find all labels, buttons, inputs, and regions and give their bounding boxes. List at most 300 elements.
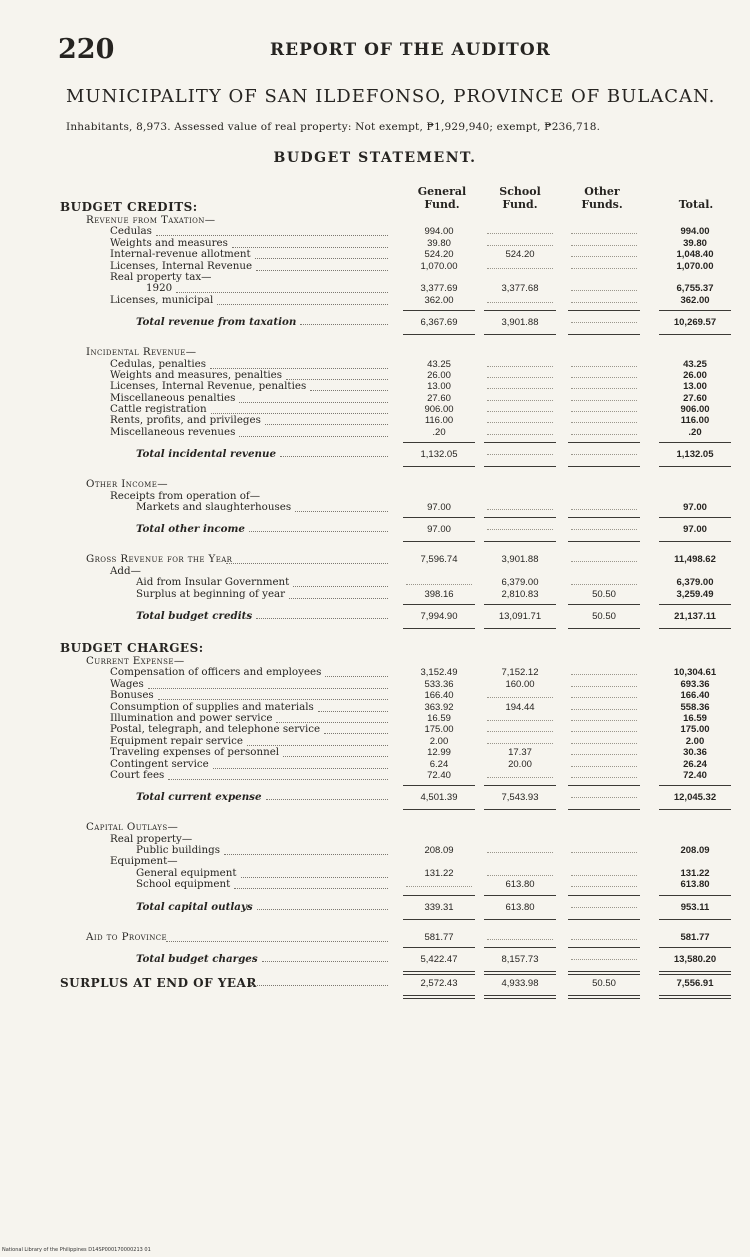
rule-line: [659, 895, 731, 896]
cell-general: 97.00: [427, 524, 451, 536]
table-rule: [0, 891, 750, 900]
cell-total: 6,379.00: [676, 577, 714, 589]
empty-cell-other: [571, 529, 637, 530]
total-row: [0, 522, 750, 537]
row-label: Rents, profits, and privileges: [110, 414, 261, 427]
dot-leader: [324, 733, 388, 734]
rule-line: [659, 334, 731, 335]
cell-total: 10,304.61: [673, 667, 717, 679]
rule-line: [568, 334, 640, 335]
cell-school: 7,152.12: [501, 667, 539, 679]
cell-total: 26.00: [683, 369, 707, 381]
cell-general: 166.40: [424, 690, 454, 702]
row-label: Consumption of supplies and materials: [110, 700, 314, 713]
dot-leader: [224, 854, 388, 855]
rule-line: [484, 334, 556, 335]
empty-cell-school: [487, 302, 553, 303]
cell-school: 160.00: [505, 678, 535, 690]
dot-leader: [325, 676, 388, 677]
table-row: [0, 690, 750, 701]
rule-line: [568, 971, 640, 975]
row-label: Current Expense—: [86, 654, 185, 667]
empty-cell-school: [487, 388, 553, 389]
rule-line: [484, 310, 556, 311]
rule-line: [403, 442, 475, 443]
cell-general: 3,152.49: [420, 667, 458, 679]
table-row: [0, 770, 750, 781]
row-label: Licenses, Internal Revenue, penalties: [110, 380, 307, 393]
rule-line: [484, 628, 556, 629]
rule-line: [568, 947, 640, 948]
rule-line: [403, 919, 475, 920]
cell-general: 6,367.69: [420, 317, 458, 329]
cell-total: 39.80: [683, 237, 707, 249]
dot-leader: [257, 909, 388, 910]
cell-school: 20.00: [508, 758, 532, 770]
table-row: [0, 868, 750, 879]
table-row: [0, 566, 750, 577]
table-row: [0, 856, 750, 867]
empty-cell-school: [487, 411, 553, 412]
cell-total: 994.00: [680, 226, 710, 238]
empty-cell-other: [571, 561, 637, 562]
cell-general: 524.20: [424, 249, 454, 261]
dot-leader: [265, 424, 388, 425]
row-label: Miscellaneous revenues: [110, 425, 236, 438]
empty-cell-other: [571, 509, 637, 510]
row-label: Illumination and power service: [110, 711, 273, 724]
cell-general: 131.22: [424, 867, 454, 879]
rule-line: [403, 541, 475, 542]
rule-line: [568, 809, 640, 810]
row-label: General equipment: [136, 866, 237, 879]
row-label: Traveling expenses of personnel: [110, 746, 280, 759]
cell-total: 1,070.00: [676, 260, 714, 272]
rule-line: [403, 310, 475, 311]
cell-total: 11,498.62: [674, 554, 716, 566]
rule-line: [568, 541, 640, 542]
dot-leader: [226, 563, 388, 564]
empty-cell-other: [571, 322, 637, 323]
page-header: [0, 34, 750, 64]
empty-cell-other: [571, 411, 637, 412]
cell-school: 524.20: [505, 249, 535, 261]
rule-line: [568, 604, 640, 605]
row-label: Total revenue from taxation: [136, 316, 297, 329]
empty-cell-school: [487, 720, 553, 721]
total-row: [0, 609, 750, 624]
cell-total: 558.36: [680, 701, 710, 713]
cell-total: 208.09: [680, 845, 710, 857]
empty-cell-other: [571, 686, 637, 687]
cell-school: 3,901.88: [501, 317, 539, 329]
dot-leader: [280, 456, 388, 457]
total-row: [0, 790, 750, 805]
rule-line: [659, 785, 731, 786]
dot-leader: [262, 961, 388, 962]
row-label: Aid to Province: [86, 930, 167, 943]
empty-cell-other: [571, 268, 637, 269]
table-rule: [0, 624, 750, 633]
rule-line: [484, 919, 556, 920]
row-label: Total incidental revenue: [136, 448, 277, 461]
dot-leader: [239, 402, 388, 403]
table-row: [0, 577, 750, 588]
rule-line: [403, 785, 475, 786]
table-row: [0, 502, 750, 513]
row-label: Real property tax—: [110, 270, 212, 283]
rule-line: [568, 466, 640, 467]
table-row: [0, 427, 750, 438]
row-label: SURPLUS AT END OF YEAR: [60, 976, 257, 991]
dot-leader: [295, 511, 388, 512]
rule-line: [659, 919, 731, 920]
dot-leader: [241, 877, 388, 878]
empty-cell-other: [571, 797, 637, 798]
cell-general: 208.09: [424, 845, 454, 857]
rule-line: [568, 785, 640, 786]
cell-total: 27.60: [683, 392, 707, 404]
rule-line: [568, 517, 640, 518]
row-label: Equipment—: [110, 855, 178, 868]
cell-total: .20: [688, 426, 702, 438]
dot-leader: [266, 799, 388, 800]
table-row: [0, 834, 750, 845]
cell-other: 50.50: [592, 588, 616, 600]
rule-line: [659, 517, 731, 518]
cell-total: 1,048.40: [676, 249, 714, 261]
cell-general: 97.00: [427, 502, 451, 514]
row-label: Receipts from operation of—: [110, 489, 261, 502]
row-label: Wages: [110, 677, 144, 690]
empty-cell-school: [487, 777, 553, 778]
row-label: 1920: [146, 282, 173, 295]
cell-total: 362.00: [680, 294, 710, 306]
dot-leader: [293, 586, 388, 587]
cell-school: 613.80: [505, 901, 535, 913]
table-rule: [0, 330, 750, 339]
cell-total: 116.00: [680, 415, 710, 427]
row-label: Cedulas: [110, 225, 152, 238]
empty-cell-other: [571, 400, 637, 401]
rule-line: [659, 310, 731, 311]
cell-total: 13,580.20: [673, 954, 717, 966]
rule-line: [484, 785, 556, 786]
empty-cell-school: [487, 939, 553, 940]
empty-cell-school: [487, 529, 553, 530]
row-label: Capital Outlays—: [86, 821, 179, 834]
rule-line: [568, 442, 640, 443]
rule-line: [659, 628, 731, 629]
cell-general: 13.00: [427, 381, 451, 393]
row-label: Markets and slaughterhouses: [136, 501, 292, 514]
cell-school: 13,091.71: [498, 610, 542, 622]
cell-total: 30.36: [683, 747, 707, 759]
dot-leader: [232, 247, 388, 248]
empty-cell-school: [487, 366, 553, 367]
row-label: Revenue from Taxation—: [86, 214, 216, 226]
row-label: Bonuses: [110, 689, 154, 702]
rule-line: [659, 541, 731, 542]
table-rule: [0, 537, 750, 546]
row-label: Add—: [110, 564, 141, 577]
cell-total: 693.36: [680, 678, 710, 690]
row-label: Weights and measures: [110, 236, 228, 249]
cell-total: 72.40: [683, 769, 707, 781]
cell-total: 7,556.91: [676, 978, 714, 990]
cell-total: 97.00: [683, 502, 707, 514]
table-rule: [0, 781, 750, 790]
cell-school: 7,543.93: [501, 792, 539, 804]
empty-cell-other: [571, 584, 637, 585]
cell-total: 906.00: [680, 404, 710, 416]
rule-line: [403, 604, 475, 605]
empty-cell-school: [487, 454, 553, 455]
dot-leader: [234, 888, 388, 889]
cell-general: 6.24: [429, 758, 449, 770]
cell-school: 8,157.73: [501, 954, 539, 966]
cell-school: 194.44: [505, 701, 535, 713]
dot-leader: [283, 756, 388, 757]
rule-line: [484, 604, 556, 605]
total-row: [0, 447, 750, 462]
empty-cell-other: [571, 454, 637, 455]
dot-leader: [166, 941, 388, 942]
empty-cell-general: [406, 584, 472, 585]
cell-general: 7,596.74: [420, 554, 458, 566]
empty-cell-other: [571, 886, 637, 887]
page-number: 220: [58, 34, 115, 65]
empty-cell-other: [571, 720, 637, 721]
cell-total: 12,045.32: [673, 792, 717, 804]
total-row: [0, 900, 750, 915]
cell-general: 39.80: [427, 237, 451, 249]
empty-cell-school: [487, 743, 553, 744]
empty-cell-school: [487, 245, 553, 246]
rule-line: [659, 466, 731, 467]
empty-cell-school: [487, 377, 553, 378]
rule-line: [659, 442, 731, 443]
row-label: Incidental Revenue—: [86, 346, 197, 359]
cell-other: 50.50: [592, 610, 616, 622]
section-heading-row: [0, 200, 750, 215]
table-rule: [0, 513, 750, 522]
rule-line: [484, 995, 556, 999]
cell-total: 953.11: [680, 901, 710, 913]
rule-line: [403, 809, 475, 810]
empty-cell-other: [571, 256, 637, 257]
cell-total: 1,132.05: [676, 449, 714, 461]
empty-cell-school: [487, 268, 553, 269]
cell-general: 1,070.00: [420, 260, 458, 272]
rule-line: [403, 628, 475, 629]
empty-cell-other: [571, 777, 637, 778]
cell-general: 4,501.39: [420, 792, 458, 804]
empty-cell-school: [487, 509, 553, 510]
cell-school: 4,933.98: [501, 978, 539, 990]
rule-line: [484, 809, 556, 810]
empty-cell-school: [487, 731, 553, 732]
table-rule: [0, 600, 750, 609]
row-label: Court fees: [110, 768, 165, 781]
empty-cell-other: [571, 754, 637, 755]
cell-general: 26.00: [427, 369, 451, 381]
row-label: BUDGET CREDITS:: [60, 200, 198, 214]
document-title: MUNICIPALITY OF SAN ILDEFONSO, PROVINCE OF BULACAN.: [66, 86, 716, 107]
statement-heading: BUDGET STATEMENT.: [273, 150, 477, 166]
cell-general: 43.25: [427, 358, 451, 370]
cell-total: 43.25: [683, 358, 707, 370]
budget-table: [0, 200, 750, 1000]
empty-cell-other: [571, 939, 637, 940]
empty-cell-other: [571, 709, 637, 710]
empty-cell-other: [571, 674, 637, 675]
rule-line: [403, 971, 475, 975]
empty-cell-other: [571, 302, 637, 303]
cell-general: 7,994.90: [420, 610, 458, 622]
dot-leader: [217, 304, 388, 305]
rule-line: [403, 947, 475, 948]
rule-line: [484, 971, 556, 975]
dot-leader: [256, 270, 388, 271]
cell-general: 16.59: [427, 712, 451, 724]
cell-total: 6,755.37: [676, 283, 714, 295]
table-row: [0, 295, 750, 306]
rule-line: [484, 895, 556, 896]
table-spacer: [0, 633, 750, 641]
dot-leader: [168, 779, 388, 780]
empty-cell-school: [487, 852, 553, 853]
cell-general: 994.00: [424, 226, 454, 238]
cell-general: 175.00: [424, 724, 454, 736]
row-label: School equipment: [136, 878, 231, 891]
empty-cell-school: [487, 697, 553, 698]
empty-cell-other: [571, 245, 637, 246]
empty-cell-other: [571, 697, 637, 698]
dot-leader: [318, 711, 388, 712]
rule-line: [659, 971, 731, 975]
table-rule: [0, 462, 750, 471]
rule-line: [568, 628, 640, 629]
cell-school: 17.37: [508, 747, 532, 759]
cell-school: 2,810.83: [501, 588, 539, 600]
rule-line: [403, 995, 475, 999]
empty-cell-other: [571, 907, 637, 908]
dot-leader: [250, 985, 388, 986]
dot-leader: [249, 531, 388, 532]
row-label: Postal, telegraph, and telephone service: [110, 723, 321, 736]
cell-general: 3,377.69: [420, 283, 458, 295]
table-rule: [0, 438, 750, 447]
table-rule: [0, 991, 750, 1000]
running-head: REPORT OF THE AUDITOR: [270, 40, 551, 60]
empty-cell-other: [571, 422, 637, 423]
cell-total: 16.59: [683, 712, 707, 724]
row-label: Weights and measures, penalties: [110, 368, 282, 381]
table-rule: [0, 943, 750, 952]
document-subtitle: Inhabitants, 8,973. Assessed value of real property: Not exempt, ₱1,929,940; exempt, ₱236,718.: [66, 121, 601, 133]
row-label: Public buildings: [136, 844, 220, 857]
row-label: Internal-revenue allotment: [110, 248, 251, 261]
rule-line: [568, 919, 640, 920]
empty-cell-other: [571, 731, 637, 732]
row-label: BUDGET CHARGES:: [60, 640, 204, 655]
cell-general: 72.40: [427, 769, 451, 781]
empty-cell-other: [571, 875, 637, 876]
cell-total: 166.40: [680, 690, 710, 702]
empty-cell-other: [571, 366, 637, 367]
cell-total: 613.80: [680, 879, 710, 891]
row-label: Total capital outlays: [136, 900, 253, 913]
row-label: Real property—: [110, 832, 193, 845]
rule-line: [484, 947, 556, 948]
cell-total: 97.00: [683, 524, 707, 536]
row-label: Licenses, municipal: [110, 293, 214, 306]
cell-total: 21,137.11: [674, 610, 716, 622]
dot-leader: [239, 436, 388, 437]
rule-line: [659, 947, 731, 948]
table-rule: [0, 967, 750, 976]
empty-cell-school: [487, 233, 553, 234]
cell-school: 613.80: [505, 879, 535, 891]
empty-cell-other: [571, 766, 637, 767]
total-row: [0, 952, 750, 967]
cell-general: 116.00: [424, 415, 454, 427]
dot-leader: [213, 768, 388, 769]
row-label: Contingent service: [110, 757, 209, 770]
row-label: Miscellaneous penalties: [110, 391, 236, 404]
row-label: Total budget charges: [136, 953, 258, 966]
dot-leader: [256, 618, 388, 619]
dot-leader: [310, 390, 388, 391]
cell-other: 50.50: [592, 978, 616, 990]
rule-line: [403, 895, 475, 896]
table-row: [0, 589, 750, 600]
row-label: Surplus at beginning of year: [136, 587, 286, 600]
table-row: [0, 491, 750, 502]
cell-general: .20: [432, 426, 446, 438]
empty-cell-general: [406, 886, 472, 887]
rule-line: [403, 466, 475, 467]
empty-cell-other: [571, 743, 637, 744]
row-label: Gross Revenue for the Year: [86, 553, 233, 566]
cell-total: 175.00: [680, 724, 710, 736]
cell-general: 339.31: [424, 901, 454, 913]
empty-cell-school: [487, 400, 553, 401]
table-rule: [0, 306, 750, 315]
column-header-other: Other Funds.: [581, 185, 623, 211]
table-row: [0, 381, 750, 392]
rule-line: [484, 541, 556, 542]
total-row: [0, 315, 750, 330]
cell-total: 10,269.57: [673, 317, 717, 329]
rule-line: [568, 310, 640, 311]
cell-general: 906.00: [424, 404, 454, 416]
cell-total: 13.00: [683, 381, 707, 393]
table-row: [0, 724, 750, 735]
empty-cell-other: [571, 852, 637, 853]
cell-total: 131.22: [680, 867, 710, 879]
rule-line: [659, 995, 731, 999]
table-rule: [0, 805, 750, 814]
cell-total: 2.00: [685, 735, 705, 747]
cell-general: 362.00: [424, 294, 454, 306]
row-label: Total current expense: [136, 791, 262, 804]
empty-cell-school: [487, 434, 553, 435]
table-row: [0, 747, 750, 758]
rule-line: [403, 334, 475, 335]
cell-total: 3,259.49: [676, 588, 714, 600]
